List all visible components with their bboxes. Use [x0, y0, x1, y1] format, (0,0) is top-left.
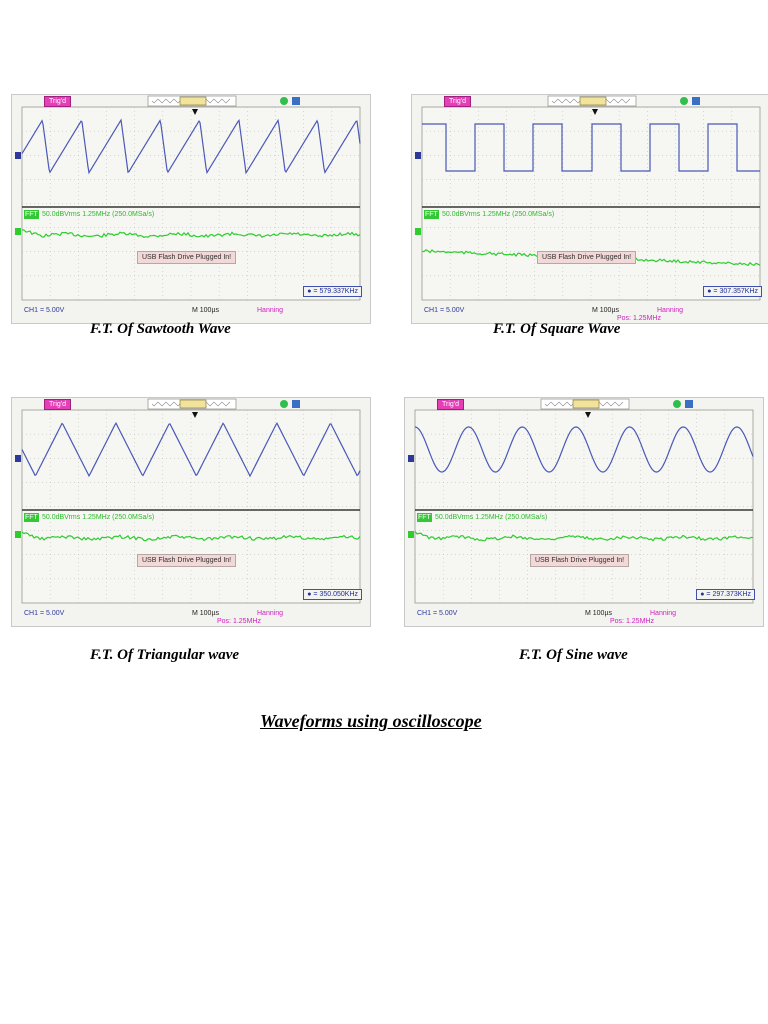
channel1-scale: CH1 = 5.00V [424, 307, 465, 314]
math-marker-icon [415, 228, 421, 235]
page-title: Waveforms using oscilloscope [260, 711, 482, 731]
usb-icon [685, 400, 693, 408]
ch1-marker-icon [15, 152, 21, 159]
trigger-status-badge: Trig'd [44, 399, 71, 410]
memory-window [573, 400, 599, 408]
ch1-marker-icon [408, 455, 414, 462]
frequency-value: 307.357KHz [719, 288, 758, 295]
timebase: M 100µs [592, 307, 619, 314]
fft-info: 50.0dBVrms 1.25MHz (250.0MSa/s) [442, 211, 555, 218]
fft-window: Hanning [657, 307, 684, 314]
caption-sine: F.T. Of Sine wave [519, 647, 628, 663]
timebase: M 100µs [585, 610, 612, 617]
status-green-icon [680, 97, 688, 105]
timebase: M 100µs [192, 610, 219, 617]
status-green-icon [280, 97, 288, 105]
ch1-marker-icon [15, 455, 21, 462]
math-marker-icon [15, 531, 21, 538]
frequency-readout: ● = 579.337KHz [303, 286, 362, 297]
fft-info: 50.0dBVrms 1.25MHz (250.0MSa/s) [435, 514, 548, 521]
frequency-icon: ● [307, 591, 312, 598]
ch1-marker-icon [415, 152, 421, 159]
fft-window: Hanning [257, 307, 284, 314]
frequency-value: 350.050KHz [319, 591, 358, 598]
frequency-icon: ● [707, 288, 712, 295]
usb-notification: USB Flash Drive Plugged In! [137, 251, 236, 264]
frequency-readout: ● = 350.050KHz [303, 589, 362, 600]
trigger-status-badge: Trig'd [444, 96, 471, 107]
fft-position: Pos: 1.25MHz [610, 618, 654, 625]
usb-icon [292, 97, 300, 105]
usb-icon [292, 400, 300, 408]
caption-square: F.T. Of Square Wave [493, 321, 621, 337]
status-green-icon [673, 400, 681, 408]
channel1-scale: CH1 = 5.00V [24, 307, 65, 314]
frequency-icon: ● [307, 288, 312, 295]
frequency-value: 579.337KHz [319, 288, 358, 295]
scope-screenshot-sawtooth [12, 95, 370, 323]
frequency-readout: ● = 297.373KHz [696, 589, 755, 600]
scope-screenshot-triangular [12, 398, 370, 626]
fft-tag: FFT [25, 514, 38, 521]
frequency-icon: ● [700, 591, 705, 598]
fft-window: Hanning [650, 610, 677, 617]
frequency-value: 297.373KHz [712, 591, 751, 598]
channel1-scale: CH1 = 5.00V [24, 610, 65, 617]
fft-position: Pos: 1.25MHz [217, 618, 261, 625]
memory-window [180, 97, 206, 105]
caption-triangular: F.T. Of Triangular wave [90, 647, 240, 663]
trigger-status-badge: Trig'd [437, 399, 464, 410]
trigger-status-badge: Trig'd [44, 96, 71, 107]
status-green-icon [280, 400, 288, 408]
fft-window: Hanning [257, 610, 284, 617]
fft-position: Pos: 1.25MHz [617, 315, 661, 322]
fft-info: 50.0dBVrms 1.25MHz (250.0MSa/s) [42, 514, 155, 521]
math-marker-icon [15, 228, 21, 235]
caption-sawtooth: F.T. Of Sawtooth Wave [90, 321, 231, 337]
memory-window [180, 400, 206, 408]
memory-window [580, 97, 606, 105]
usb-notification: USB Flash Drive Plugged In! [530, 554, 629, 567]
scope-screenshot-sine [405, 398, 763, 626]
timebase: M 100µs [192, 307, 219, 314]
fft-tag: FFT [25, 211, 38, 218]
usb-notification: USB Flash Drive Plugged In! [537, 251, 636, 264]
fft-tag: FFT [425, 211, 438, 218]
scope-screenshot-square [412, 95, 768, 323]
fft-tag: FFT [418, 514, 431, 521]
frequency-readout: ● = 307.357KHz [703, 286, 762, 297]
math-marker-icon [408, 531, 414, 538]
usb-notification: USB Flash Drive Plugged In! [137, 554, 236, 567]
fft-info: 50.0dBVrms 1.25MHz (250.0MSa/s) [42, 211, 155, 218]
usb-icon [692, 97, 700, 105]
channel1-scale: CH1 = 5.00V [417, 610, 458, 617]
